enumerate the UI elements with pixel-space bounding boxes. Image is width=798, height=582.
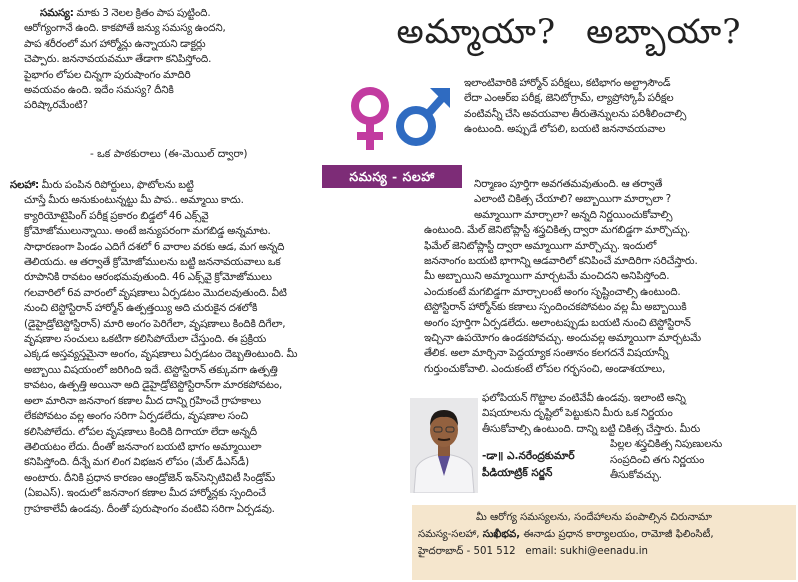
question-line: అవయవం ఉంది. ఇదేం సమస్య? దీనికి [24,84,174,97]
question-line: పరిష్కారమేంటి? [24,99,88,112]
answer-line: నుంచి టెస్టోస్టిరాన్ హార్మోన్ ఉత్పత్తయ్యి అది చురుకైన దశలోకి [24,302,258,315]
answer-line: సంప్రదించి తగు నిర్ణయం [610,453,705,466]
answer-line: విషయాలను దృష్టిలో పెట్టుకుని మీరు ఒక నిర్ణయం [482,407,673,420]
answer-line: టెస్టోస్టిరాన్ హార్మోన్‌కు కణాలు స్పందించకపోవటం వల్ల మీ అబ్బాయికి [424,301,687,314]
answer-left-column [6,178,338,517]
contact-brand: సుఖీభవ, [482,529,521,540]
question-line: పాప శరీరంలో మగ హార్మోన్లు ఉన్నాయని డాక్టర్లు [24,37,206,50]
contact-box [412,505,796,580]
answer-line: జననాంగం బయటి భాగాన్ని ఆడవారిలో కనిపించే మాదిరిగా సరిచేస్తారు. [424,255,698,268]
answer-line: సాధారణంగా పిండం ఎదిగే దశలో 6 వారాల వరకు ఆడ, మగ అన్నది [24,240,285,253]
answer-line: వంటివన్నీ చేసి అవయవాల తీరుతెన్నులను పరిశీలించాల్సి [464,107,687,120]
answer-line: పిల్లల శస్త్రచికిత్స నిపుణులను [610,438,723,451]
answer-line: ఉంటుంది. మేల్ జెనిటోప్లాస్టీ శస్త్రచికిత్స ద్వారా మగబిడ్డగా మార్చొచ్చు. [424,224,691,237]
answer-line: కలిసిపోలేదు. లోపల వృషణాలు కిందికి దిగాయా లేదా అన్నదీ [24,425,257,438]
gender-symbols [346,82,454,160]
answer-line: (ఏఐఎస్). ఇందులో జననాంగ కణాల మీద హార్మోన్లకు స్పందించే [24,487,266,500]
page-title [346,8,792,64]
answer-line: రూపానికి రావటం ఆరంభమవుతుంది. 46 ఎక్స్‌వై క్రోమోజోములు [24,271,272,284]
answer-line: అమ్మాయిగా మార్చాలా? అన్నది నిర్ణయించుకోవాల్సి [474,208,673,221]
answer-line: తీసుకోవచ్చు. [610,469,662,482]
answer-line: లేకపోవటం వల్ల అంగం సరిగా ఏర్పడలేదు, వృషణాల సంచి [24,410,249,423]
answer-right-middle [424,177,792,377]
answer-line: తెలియదు. ఆ తర్వాతే క్రోమోజోములను బట్టి జననావయవాలు ఒక [24,256,281,269]
answer-line: (డైహైడ్రోటెస్టోస్టిరాన్) మారి అంగం పెరిగేలా, వృషణాలు కిందికి దిగేలా, [24,317,286,330]
contact-email[interactable]: sukhi@eenadu.in [560,546,648,557]
answer-line: మీ అబ్బాయిని అమ్మాయిగా మార్చటమే మంచిదని అనిపిస్తోంది. [424,270,670,283]
contact-office: ఈనాడు ప్రధాన కార్యాలయం, రామోజీ ఫిలింసిటీ, [523,529,714,540]
answer-line: వృషణాల సంచులు ఒకటిగా కలిసిపోయేలా చేస్తుంది. ఈ ప్రక్రియ [24,333,267,346]
answer-right-top [464,76,790,138]
answer-line: కనిపిస్తోంది. దీన్నే మగ లింగ విభజన లోపం (మేల్ డీఎస్‌డీ) [24,456,250,469]
answer-line: ఇచ్చినా ఉపయోగం ఉండకపోవచ్చు. అందువల్ల అమ్మాయిగా మార్చటమే [424,332,702,345]
answer-label: సలహా: [10,179,39,191]
contact-city: హైదరాబాద్ - 501 512 [418,546,516,557]
doctor-name: -డా॥ ఎ.నరేంద్రకుమార్ [482,450,575,462]
question-line: పైభాగం లోపల చిన్నగా పురుషాంగం మాదిరి [24,68,191,81]
answer-line: క్రోమోజోములున్నాయి. అంటే జన్యుపరంగా మగబిడ్డ అన్నమాట. [24,225,271,238]
answer-line: చూస్తే మీరు అనుకుంటున్నట్టు మీ పాప.. అమ్మాయి కాదు. [24,194,244,207]
answer-line: ఎక్కడ అస్తవ్యస్తమైనా అంగం, వృషణాలు ఏర్పడటం దెబ్బతింటుంది. మీ [24,348,298,361]
answer-line: లేదా ఎంఆర్ఐ పరీక్ష, జెనిటోగ్రామ్, ల్యాప్రోస్కోపీ పరీక్షల [464,92,674,105]
answer-line: గలవారిలో 6వ వారంలో వృషణాలు ఏర్పడటం మొదలవుతుంది. వీటి [24,286,287,299]
contact-section: సమస్య-సలహా, [418,529,480,540]
answer-line: గ్రాహకాలేవీ ఉండవు. దీంతో పురుషాంగం వంటివి సరిగా ఏర్పడవు. [24,502,275,515]
female-symbol-icon [355,91,385,150]
answer-line: ఎందుకంటే మగబిడ్డగా మార్చాలంటే అంగం సృష్టించాల్సి ఉంటుంది. [424,285,681,298]
answer-line: తేలిక. అలా మార్చినా పెద్దయ్యాక సంతానం కలగదనే విషయాన్నీ [424,347,669,360]
question-line: మాకు 3 నెలల క్రితం పాప పుట్టింది. [76,7,211,19]
contact-address-line [418,526,790,543]
answer-line: కావటం, ఉత్పత్తి అయినా అది డైహైడ్రోటెస్టోస్టిరాన్‌గా మారకపోవటం, [24,379,283,392]
answer-line: నిర్మాణం పూర్తిగా అవగతమవుతుంది. ఆ తర్వాతే [474,178,663,190]
answer-line: ఉంటుంది. అప్పుడే లోపలి, బయటి జననావయవాల [464,123,666,136]
question-signature: - ఒక పాఠకురాలు (ఈ-మెయిల్ ద్వారా) [90,148,248,160]
question-block [6,6,338,114]
question-line: ఆరోగ్యంగానే ఉంది. కాకపోతే జన్యు సమస్య ఉందని, [24,22,226,35]
question-label: సమస్య: [40,7,74,19]
answer-line: అలా మారినా జననాంగ కణాల మీద దాన్ని గ్రహించే గ్రాహకాలు [24,394,261,407]
answer-line: గుర్తుంచుకోవాలి. ఎందుకంటే లోపల గర్భసంచి, అండాశయాలు, [424,362,666,375]
title-part-girl: అమ్మాయా? [396,12,557,52]
doctor-portrait-icon [410,398,478,493]
answer-line: తెలియటం లేదు. దీంతో జననాంగ బయటి భాగం అమ్మాయిలా [24,440,262,453]
answer-line: ఫలోపియన్ గొట్టాల వంటివేవీ ఉండవు. ఇలాంటి అన్ని [482,392,686,404]
contact-email-label: email: [525,546,557,557]
answer-line: క్యారియోటైపింగ్ పరీక్ష ప్రకారం బిడ్డలో 46 ఎక్స్‌వై [24,209,209,222]
doctor-title: పీడియాట్రిక్ సర్జన్ [482,467,553,479]
doctor-photo [410,398,478,493]
answer-line: అంటారు. దీనికి ప్రధాన కారణం ఆండ్రోజెన్ ఇన్‌సెన్సిటివిటీ సిండ్రోమ్ [24,471,276,484]
contact-heading: మీ ఆరోగ్య సమస్యలను, సందేహాలను పంపాల్సిన చిరునామా [476,512,712,523]
title-part-boy: అబ్బాయా? [586,12,742,52]
answer-line: అబ్బాయి విషయంలో జరిగింది ఇదే. టెస్టోస్టిరాన్ తక్కువగా ఉత్పత్తి [24,363,278,376]
answer-line: అంగం పూర్తిగా ఏర్పడలేదు. అలాంటప్పుడు బయటి నుంచి టెస్టోస్టిరాన్ [424,316,691,329]
answer-line: ఎలాంటి చికిత్స చేయాలి? అబ్బాయిగా మార్చాలా ? [474,193,671,206]
answer-line: తీసుకోవాల్సి ఉంటుంది. దాన్ని బట్టి చికిత్స చేస్తారు. మీరు [482,422,701,435]
contact-city-line [418,543,790,560]
answer-line: మీరు పంపిన రిపోర్టులు, ఫొటోలను బట్టి [41,179,194,191]
male-symbol-icon [400,88,450,142]
question-line: చెప్పారు. జననావయవమూ తేడాగా కనిపిస్తోంది. [24,53,212,66]
column-badge: సమస్య - సలహా [322,165,462,188]
answer-line: ఫిమేల్ జెనిటోప్లాస్టీ ద్వారా అమ్మాయిగా మార్చొచ్చు. ఇందులో [424,239,657,252]
answer-line: ఇలాంటివారికి హార్మోన్ పరీక్షలు, కటిభాగం అల్ట్రాసౌండ్ [464,77,671,89]
